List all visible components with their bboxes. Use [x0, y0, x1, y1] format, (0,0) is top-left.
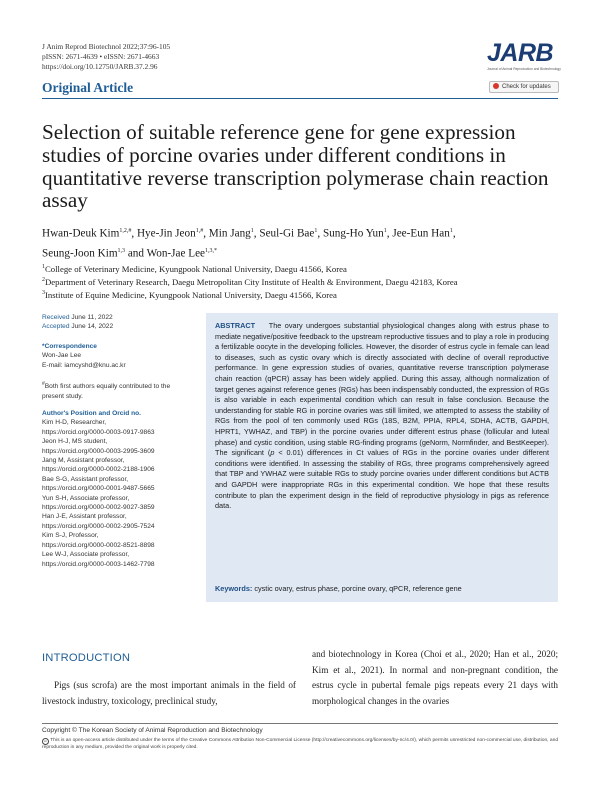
orcid-link[interactable]: https://orcid.org/0000-0001-9487-5665 — [42, 485, 155, 493]
journal-doi[interactable]: https://doi.org/10.12750/JARB.37.2.96 — [42, 62, 158, 71]
header-divider — [42, 98, 558, 99]
correspondence-block — [42, 342, 192, 370]
author-affil: 1 — [383, 228, 387, 234]
equal-contribution-note — [42, 380, 190, 401]
logo-subtitle: Journal of Animal Reproduction and Biotechnology — [487, 67, 561, 71]
affiliation-item — [42, 262, 562, 275]
equal-mark: # — [42, 381, 45, 387]
introduction-right-column: and biotechnology in Korea (Choi et al., 2020; Han et al., 2020; Kim et al., 2021). In normal and non-pregnant condition, the estrus cycle in pubertal female pigs repeats every 21 days with morphological changes in the ovaries — [312, 649, 558, 706]
received-date: June 11, 2022 — [71, 314, 113, 321]
author-list: Hwan-Deuk Kim$^{1,2,\#}$, Hye-Jin Jeon$^{1,\#}$, Min Jang$^1$, Seul-Gi Bae$^1$, Sung-Ho Yun$^1$, Jee-Eun Han$^1$, Seung-Joon Kim$^{1,3}$ and Won-Jae Lee$^{1,3,*}$ — [42, 227, 456, 260]
orcid-link[interactable]: https://orcid.org/0000-0002-2905-7524 — [42, 522, 155, 530]
orcid-block — [42, 409, 192, 569]
correspondence-email[interactable]: E-mail: iamcyshd@knu.ac.kr — [42, 361, 126, 369]
creative-commons-icon: cc — [44, 739, 47, 743]
introduction-heading: INTRODUCTION — [42, 652, 131, 664]
orcid-link[interactable]: https://orcid.org/0000-0003-1462-7798 — [42, 560, 155, 568]
introduction-left-column: Pigs (sus scrofa) are the most important animals in the field of livestock industry, toxicology, preclinical study, — [42, 680, 296, 706]
orcid-link[interactable]: https://orcid.org/0000-0003-0917-9863 — [42, 428, 155, 436]
orcid-link[interactable]: https://orcid.org/0000-0002-2188-1906 — [42, 466, 155, 474]
orcid-line: Yun S-H, Associate professor, — [42, 494, 130, 502]
orcid-line: Jang M, Assistant professor, — [42, 457, 125, 465]
journal-citation: J Anim Reprod Biotechnol 2022;37:96-105 — [42, 42, 171, 51]
journal-meta — [42, 42, 170, 72]
orcid-link[interactable]: https://orcid.org/0000-0002-9027-3859 — [42, 504, 155, 512]
author-affil: 1 — [449, 228, 453, 234]
paper-title: Selection of suitable reference gene for gene expression studies of porcine ovaries under different conditions in quantitative reverse transcription polymerase chain reaction assay — [42, 120, 549, 213]
footer-copyright: Copyright © The Korean Society of Animal Reproduction and Biotechnology — [42, 727, 263, 734]
keywords-label: Keywords: — [215, 584, 253, 593]
author-name: Hye-Jin Jeon — [136, 227, 196, 240]
author-name: Won-Jae Lee — [146, 247, 206, 260]
affiliation-item — [42, 288, 562, 301]
author-affil: 1,2,# — [119, 228, 132, 234]
abstract-p-symbol: p — [270, 448, 275, 458]
keywords — [215, 584, 549, 593]
crossmark-icon — [493, 83, 499, 89]
author-affil: 1,3,* — [205, 247, 218, 254]
affiliation-text: Institute of Equine Medicine, Kyungpook National University, Daegu 41566, Korea — [45, 289, 337, 300]
author-name: Jee-Eun Han — [392, 227, 450, 240]
check-updates-button[interactable] — [489, 81, 559, 93]
author-name: Hwan-Deuk Kim — [42, 227, 120, 240]
author-affil: 1,# — [195, 228, 204, 234]
affiliation-item — [42, 275, 562, 288]
article-dates — [42, 313, 192, 332]
orcid-line: Jeon H-J, MS student, — [42, 438, 108, 446]
received-label: Received — [42, 314, 70, 321]
affiliation-number: 3 — [42, 289, 45, 296]
orcid-heading: Author's Position and Orcid no. — [42, 410, 142, 417]
logo-text: JARB — [487, 39, 554, 67]
author-name: Min Jang — [208, 227, 251, 240]
affiliation-text: Department of Veterinary Research, Daegu Metropolitan City Institute of Health & Environment, Daegu 42183, Korea — [45, 276, 458, 287]
footer-license — [42, 738, 560, 752]
orcid-link[interactable]: https://orcid.org/0000-0002-8521-8898 — [42, 541, 155, 549]
equal-contribution-text: Both first authors equally contributed to the present study. — [42, 383, 171, 400]
author-affil: 1 — [250, 228, 254, 234]
orcid-line: Kim S-J, Professor, — [42, 532, 99, 540]
abstract-label: ABSTRACT — [215, 321, 256, 330]
affiliation-number: 1 — [42, 264, 45, 270]
affiliation-text: College of Veterinary Medicine, Kyungpook National University, Daegu 41566, Korea — [45, 263, 347, 274]
author-affil: 1 — [314, 228, 318, 234]
journal-issn: pISSN: 2671-4639 • eISSN: 2671-4663 — [42, 52, 160, 61]
author-name: Seung-Joon Kim — [42, 247, 118, 260]
footer-divider — [42, 723, 558, 724]
abstract-body-2: < 0.01) differences in Ct values of RGs in the porcine ovaries under different conditions were identified. In assessing the stability of RGs, three programs comprehensively agreed that TBP and YWHAZ were suitable RGs to study porcine ovaries under different conditions but ACTB and GAPDH were inappropriate RGs in this experimental condition. We hope that these results contribute to plan the experiment design in the field of reproductive physiology in pigs as reference data. — [215, 448, 549, 511]
orcid-line: Kim H-D, Researcher, — [42, 419, 107, 427]
journal-logo — [487, 40, 559, 71]
keywords-list: cystic ovary, estrus phase, porcine ovary, qPCR, reference gene — [254, 584, 462, 593]
orcid-line: Han J-E, Assistant professor, — [42, 513, 127, 521]
author-name: Seul-Gi Bae — [259, 227, 315, 240]
accepted-date: June 14, 2022 — [71, 323, 114, 331]
abstract-body-1: The ovary undergoes substantial physiological changes along with estrus phase to mediate negative/positive feedback to the upstream reproductive tissues and to play a role in producing a fertilizable oocyte in the developing follicles. However, the disorder of estrus cycle in female can lead to diseases, such as cystic ovary which is directly associated with decline of overall reproductive performance. In gene expression studies of ovaries, quantitative reverse transcription polymerase chain reaction (qPCR) assay has been widely applied. During this assay, although normalization of target genes against reference genes (RGs) has been indispensably conducted, the expression of RGs is also variable in each experimental condition which can result in false conclusion. Because the understanding for stable RG in porcine ovaries was still limited, we attempted to assess the stability of RGs from the pool of ten commonly used RGs (18S, B2M, PPIA, RPL4, SDHA, ACTB, GAPDH, HPRT1, YWHAZ, and TBP) in the porcine ovaries under different estrus phase (follicular and luteal phase) and cystic condition, using stable RG-finding programs (geNorm, Normfinder, and BestKeeper). The significant ( — [215, 321, 549, 458]
affiliations — [42, 262, 562, 301]
accepted-label: Accepted — [42, 323, 70, 331]
abstract-box — [206, 313, 558, 602]
correspondence-name: Won-Jae Lee — [42, 352, 82, 360]
orcid-line: Lee W-J, Associate professor, — [42, 551, 130, 559]
author-affil: 1,3 — [117, 247, 126, 254]
orcid-link[interactable]: https://orcid.org/0000-0003-2995-3609 — [42, 447, 155, 455]
orcid-line: Bae S-G, Assistant professor, — [42, 475, 129, 483]
article-type: Original Article — [42, 80, 134, 95]
author-and: and — [127, 247, 144, 260]
license-text: This is an open-access article distributed under the terms of the Creative Commons Attribution Non-Commercial License (http://creativecommons.org/licenses/by-nc/4.0/), which permits unrestricted non-commercial use, distribution, and reproduction in any medium, provided the original work is properly cited. — [42, 738, 559, 750]
correspondence-label: *Correspondence — [42, 343, 97, 350]
author-name: Sung-Ho Yun — [322, 227, 384, 240]
affiliation-number: 2 — [42, 276, 45, 283]
check-updates-label: Check for updates — [502, 84, 551, 90]
abstract-text — [215, 321, 549, 512]
